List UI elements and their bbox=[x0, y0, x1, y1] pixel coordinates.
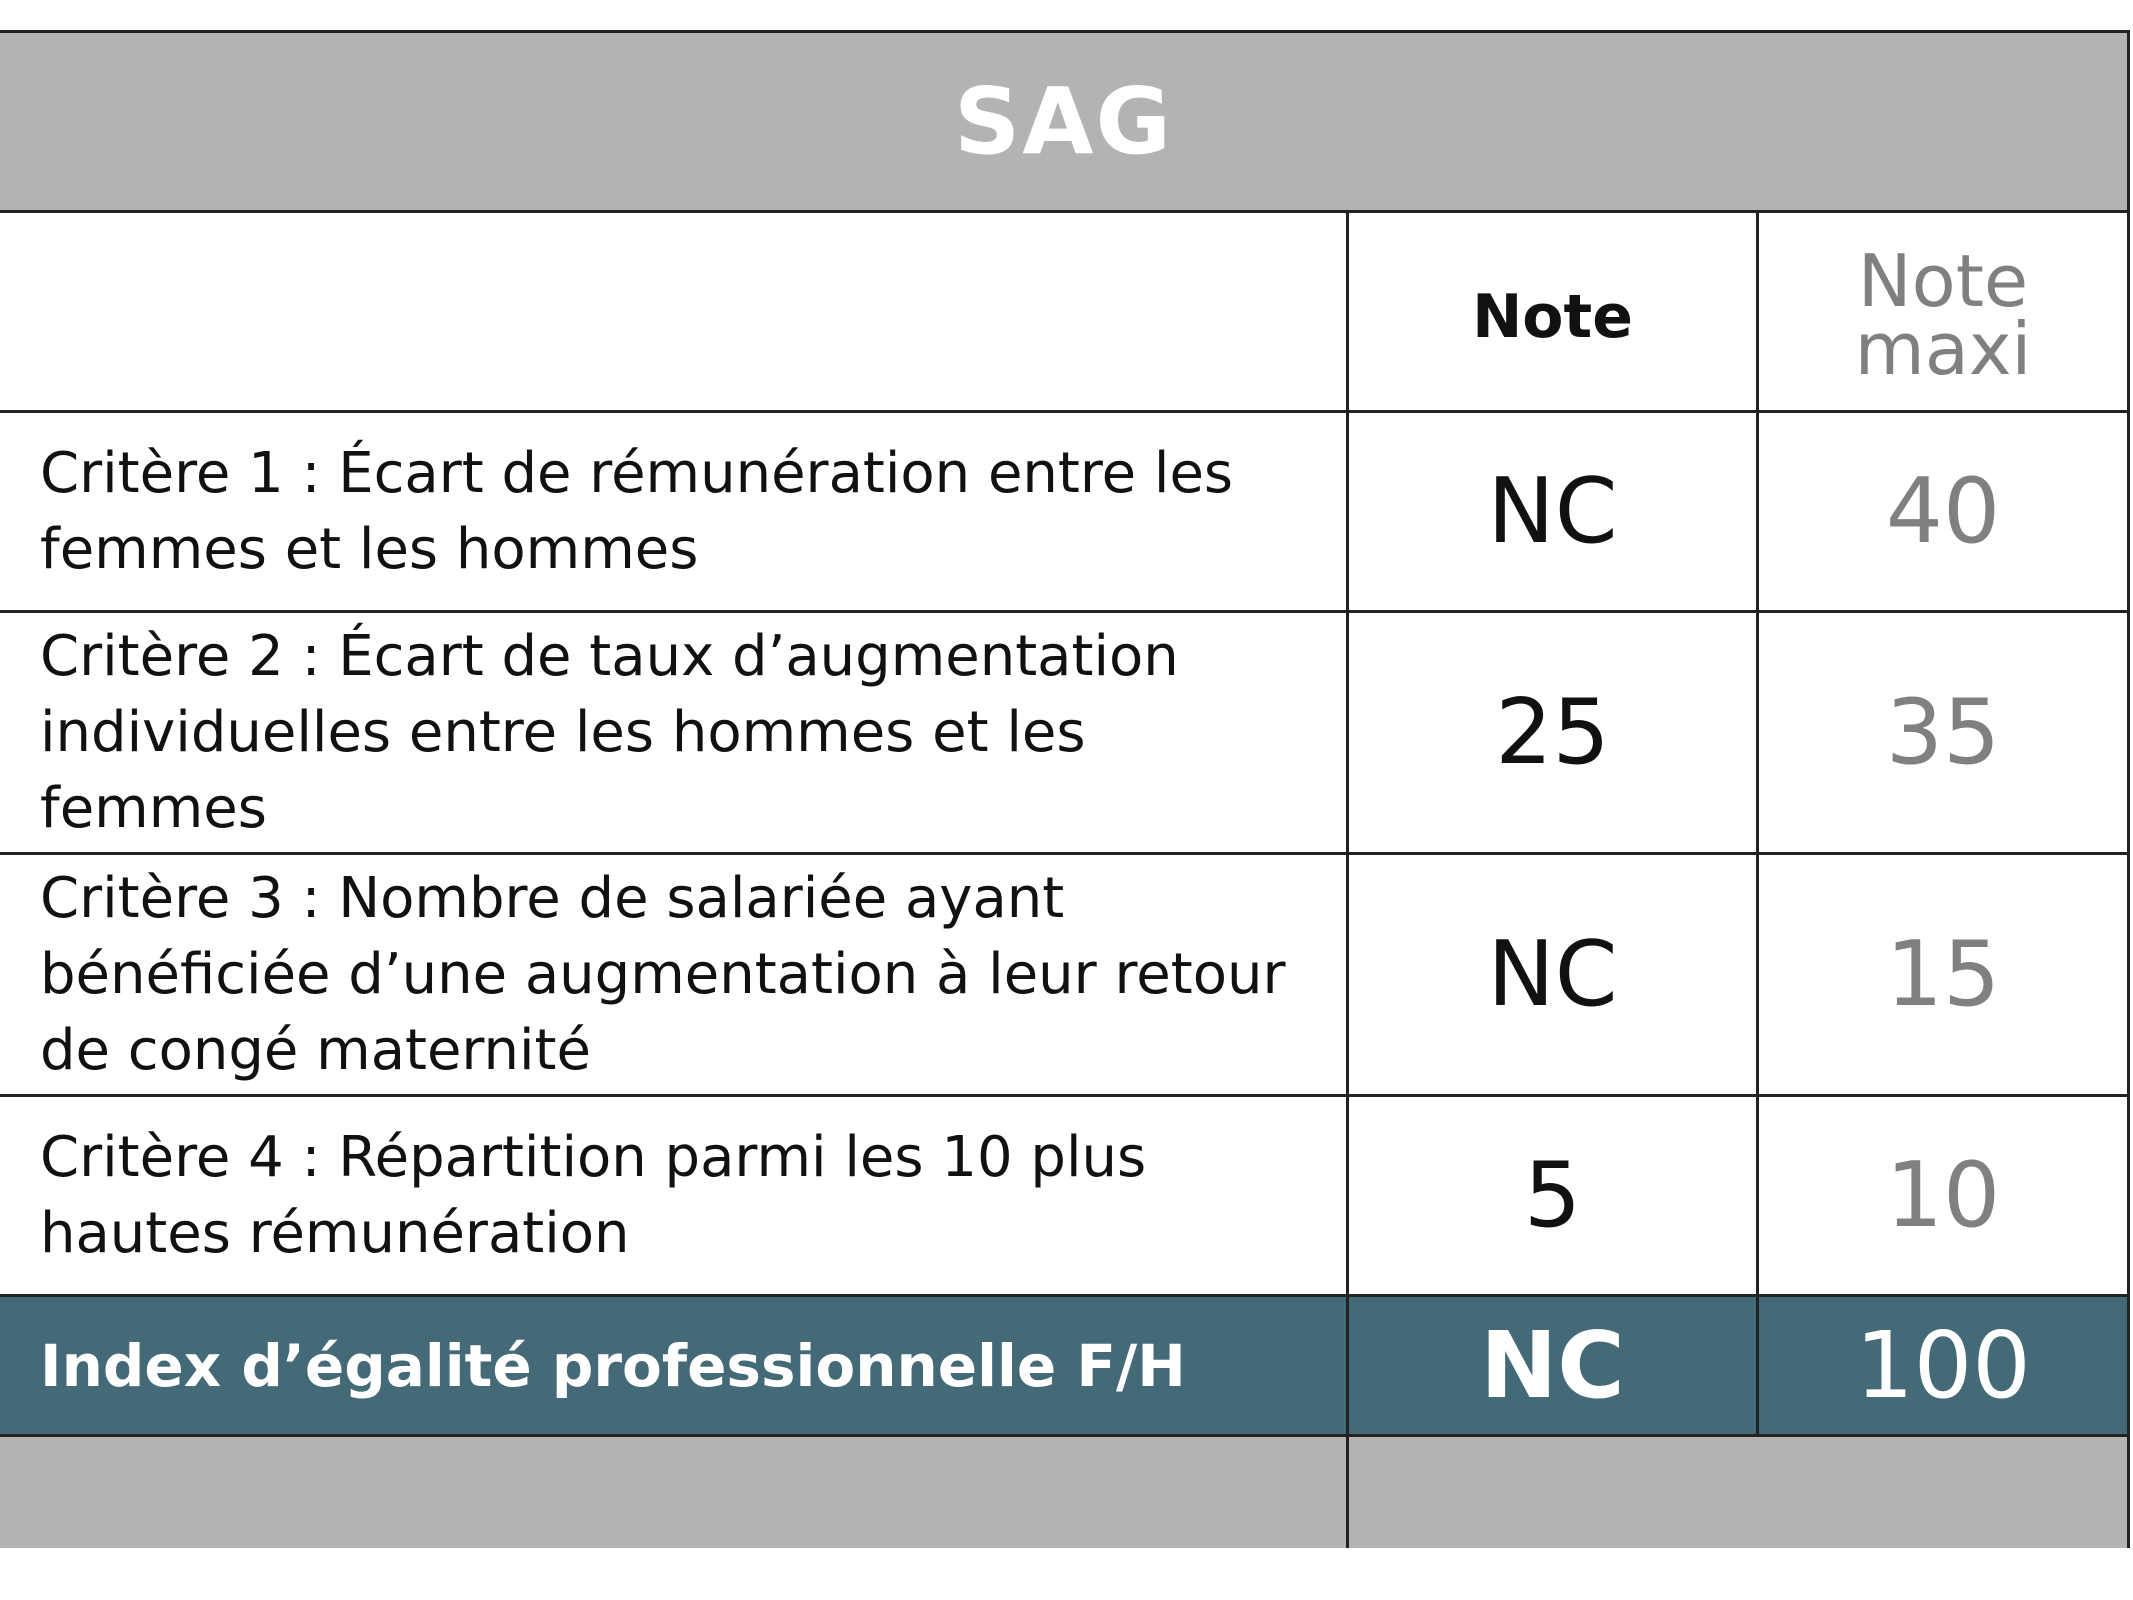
score-table bbox=[0, 30, 2130, 1548]
note-cell bbox=[1349, 613, 1759, 852]
table-row bbox=[0, 1097, 2127, 1297]
max-cell bbox=[1759, 1097, 2127, 1294]
header-empty-cell bbox=[0, 213, 1349, 410]
footer-left-cell bbox=[0, 1437, 1349, 1548]
header-row bbox=[0, 213, 2127, 413]
index-note: NC bbox=[1480, 1312, 1625, 1419]
criterion-text: Critère 4 : Répartition parmi les 10 plus hautes rémunération bbox=[40, 1124, 1147, 1266]
criterion-cell bbox=[0, 413, 1349, 610]
index-label: Index d’égalité professionnelle F/H bbox=[40, 1331, 1186, 1400]
criterion-note: NC bbox=[1487, 922, 1618, 1027]
max-cell bbox=[1759, 613, 2127, 852]
index-max: 100 bbox=[1855, 1312, 2031, 1419]
footer-right-cell bbox=[1349, 1437, 2127, 1548]
header-note-cell bbox=[1349, 213, 1759, 410]
criterion-text: Critère 3 : Nombre de salariée ayant bénéficiée d’une augmentation à leur retour de congé maternité bbox=[40, 865, 1286, 1083]
table-row bbox=[0, 413, 2127, 613]
criterion-note: 25 bbox=[1495, 680, 1610, 785]
table-row bbox=[0, 855, 2127, 1097]
index-label-cell bbox=[0, 1297, 1349, 1434]
title-row bbox=[0, 33, 2127, 213]
criterion-note: 5 bbox=[1523, 1143, 1582, 1248]
header-max-cell bbox=[1759, 213, 2127, 410]
note-cell bbox=[1349, 1097, 1759, 1294]
criterion-max: 15 bbox=[1885, 922, 2001, 1027]
header-max-label: Note maxi bbox=[1854, 238, 2032, 391]
max-cell bbox=[1759, 855, 2127, 1094]
table-row bbox=[0, 613, 2127, 855]
criterion-cell bbox=[0, 613, 1349, 852]
note-cell bbox=[1349, 413, 1759, 610]
criterion-max: 40 bbox=[1885, 459, 2001, 564]
criterion-max: 35 bbox=[1885, 680, 2001, 785]
criterion-text: Critère 1 : Écart de rémunération entre les femmes et les hommes bbox=[40, 440, 1234, 582]
criterion-cell bbox=[0, 855, 1349, 1094]
criterion-max: 10 bbox=[1885, 1143, 2001, 1248]
max-cell bbox=[1759, 413, 2127, 610]
index-row bbox=[0, 1297, 2127, 1437]
index-max-cell bbox=[1759, 1297, 2127, 1434]
note-cell bbox=[1349, 855, 1759, 1094]
table-title: SAG bbox=[954, 68, 1173, 175]
index-note-cell bbox=[1349, 1297, 1759, 1434]
footer-row bbox=[0, 1437, 2127, 1548]
criterion-cell bbox=[0, 1097, 1349, 1294]
header-note-label: Note bbox=[1472, 281, 1633, 352]
criterion-note: NC bbox=[1487, 459, 1618, 564]
criterion-text: Critère 2 : Écart de taux d’augmentation individuelles entre les hommes et les femmes bbox=[40, 623, 1179, 841]
